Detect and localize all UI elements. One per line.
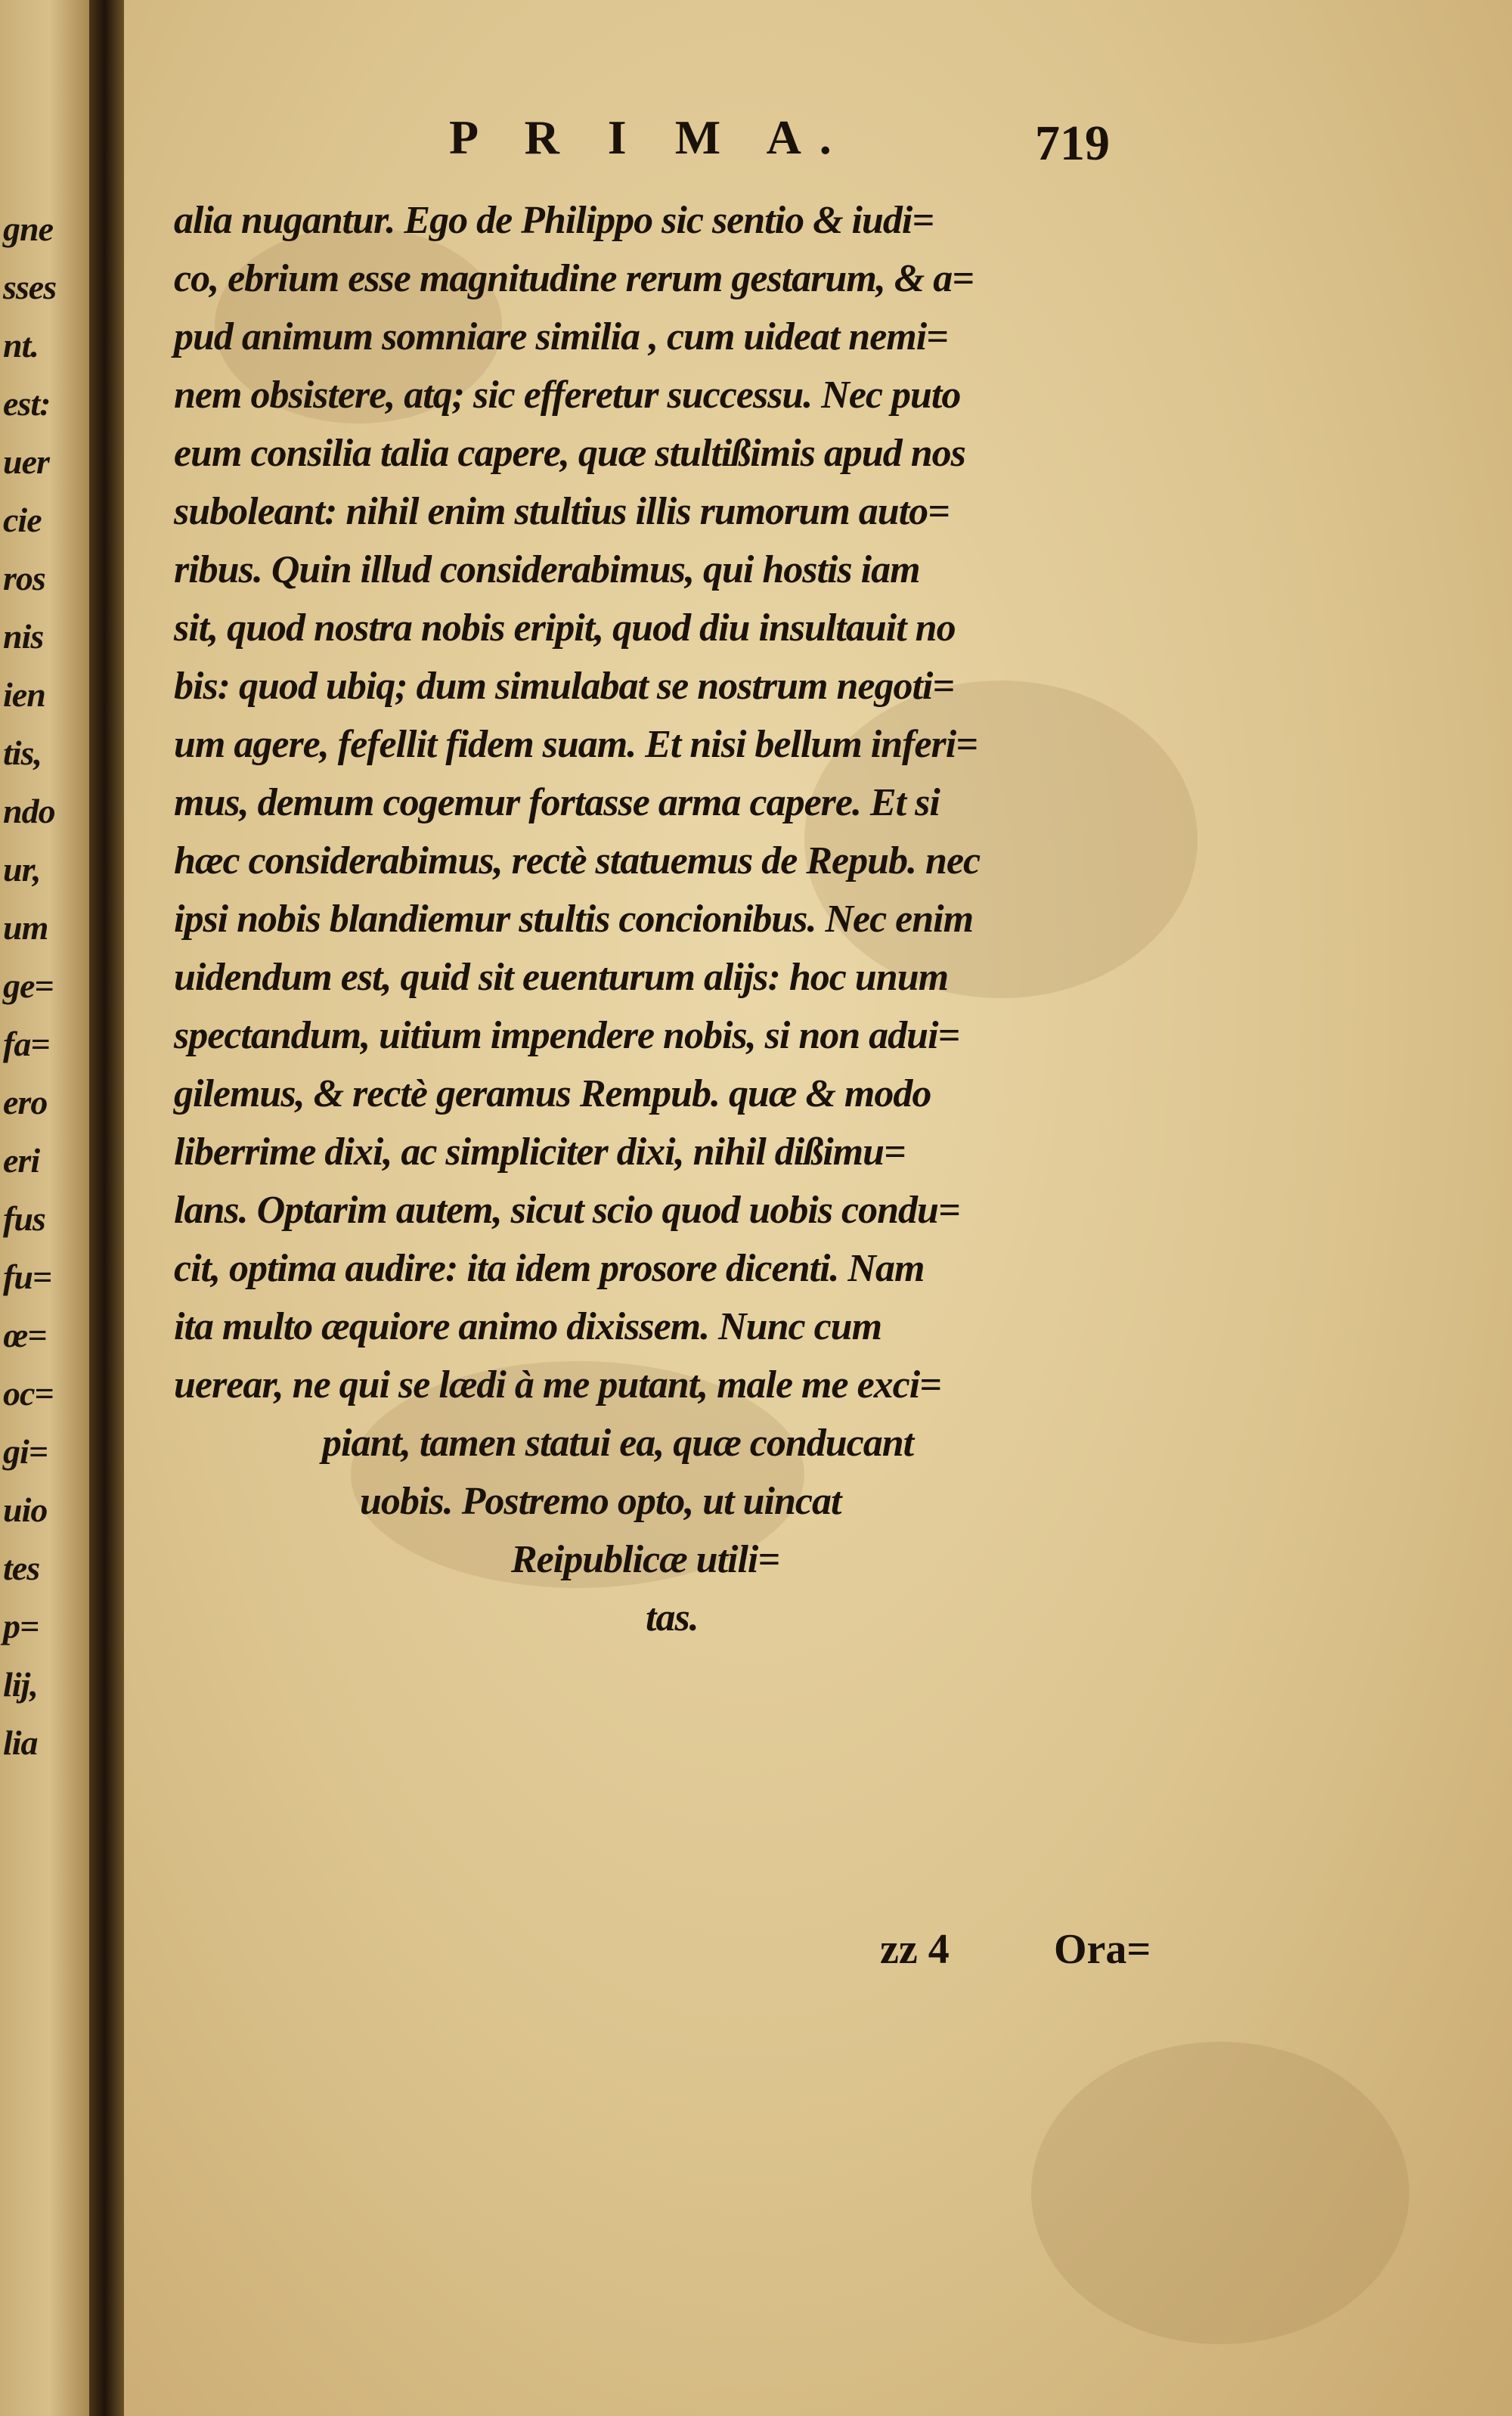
text-line: ribus. Quin illud considerabimus, qui hostis iam: [174, 548, 920, 591]
text-line: pud animum somniare similia , cum uideat nemi=: [174, 315, 948, 358]
left-page-fragment: cie: [3, 501, 42, 539]
text-line: sit, quod nostra nobis eripit, quod diu insultauit no: [174, 606, 956, 650]
signature-mark: zz 4: [880, 1926, 950, 1973]
left-page-fragment: œ=: [3, 1316, 47, 1354]
text-line: co, ebrium esse magnitudine rerum gestarum, & a=: [174, 257, 974, 300]
left-page-fragment: oc=: [3, 1374, 54, 1413]
left-page-fragment: est:: [3, 384, 51, 423]
text-line: gilemus, & rectè geramus Rempub. quæ & modo: [174, 1072, 931, 1115]
catchword: Ora=: [1054, 1926, 1151, 1973]
text-line: tas.: [646, 1596, 699, 1639]
text-line: piant, tamen statui ea, quæ conducant: [322, 1422, 914, 1465]
text-line: hæc considerabimus, rectè statuemus de Repub. nec: [174, 839, 981, 882]
book-gutter: [89, 0, 124, 2416]
text-line: suboleant: nihil enim stultius illis rumorum auto=: [174, 490, 950, 533]
left-page-fragment: ien: [3, 675, 45, 714]
text-line: bis: quod ubiq; dum simulabat se nostrum negoti=: [174, 665, 954, 708]
text-line: nem obsistere, atq; sic efferetur successu. Nec puto: [174, 374, 961, 417]
text-line: liberrime dixi, ac simpliciter dixi, nihil dißimu=: [174, 1130, 906, 1174]
page: [124, 0, 1512, 2416]
left-page-fragment: ge=: [3, 966, 54, 1005]
left-page-fragment: fa=: [3, 1025, 50, 1063]
text-line: eum consilia talia capere, quæ stultißimis apud nos: [174, 432, 965, 475]
text-line: cit, optima audire: ita idem prosore dicenti. Nam: [174, 1247, 925, 1290]
left-page-fragment: fus: [3, 1199, 45, 1238]
left-page-fragment: uio: [3, 1490, 48, 1529]
left-page-fragment: uer: [3, 442, 49, 481]
left-page-fragment: nt.: [3, 326, 39, 364]
left-page-fragment: lij,: [3, 1665, 38, 1704]
text-line: spectandum, uitium impendere nobis, si non adui=: [174, 1014, 960, 1057]
left-page-fragment: ndo: [3, 792, 55, 830]
text-line: mus, demum cogemur fortasse arma capere. Et si: [174, 781, 940, 824]
page-number: 719: [1035, 116, 1110, 171]
left-page-fragment: nis: [3, 617, 44, 656]
left-page-fragment: sses: [3, 268, 57, 306]
previous-page-edge: [0, 0, 89, 2416]
left-page-fragment: tes: [3, 1549, 40, 1587]
text-line: uobis. Postremo opto, ut uincat: [360, 1480, 841, 1523]
left-page-fragment: eri: [3, 1141, 40, 1180]
text-line: Reipublicæ utili=: [511, 1538, 779, 1581]
left-page-fragment: ros: [3, 559, 45, 597]
running-head: P R I M A.: [449, 110, 850, 164]
left-page-fragment: lia: [3, 1723, 38, 1762]
text-line: uidendum est, quid sit euenturum alijs: hoc unum: [174, 956, 949, 999]
left-page-fragment: ero: [3, 1083, 48, 1121]
left-page-fragment: ur,: [3, 850, 41, 889]
text-line: uerear, ne qui se lædi à me putant, male me exci=: [174, 1363, 941, 1406]
left-page-fragment: um: [3, 908, 48, 947]
text-line: ita multo æquiore animo dixissem. Nunc cum: [174, 1305, 882, 1348]
show-through-text: [253, 1981, 1084, 2027]
text-line: lans. Optarim autem, sicut scio quod uobis condu=: [174, 1189, 960, 1232]
text-line: um agere, fefellit fidem suam. Et nisi bellum inferi=: [174, 723, 978, 766]
left-page-fragment: gi=: [3, 1432, 48, 1471]
foxing-stain: [1031, 2042, 1409, 2344]
left-page-fragment: tis,: [3, 733, 42, 772]
text-line: ipsi nobis blandiemur stultis concionibus. Nec enim: [174, 898, 974, 941]
left-page-fragment: gne: [3, 209, 53, 248]
text-line: alia nugantur. Ego de Philippo sic sentio & iudi=: [174, 199, 934, 242]
left-page-fragment: p=: [3, 1607, 39, 1645]
left-page-fragment: fu=: [3, 1258, 52, 1296]
